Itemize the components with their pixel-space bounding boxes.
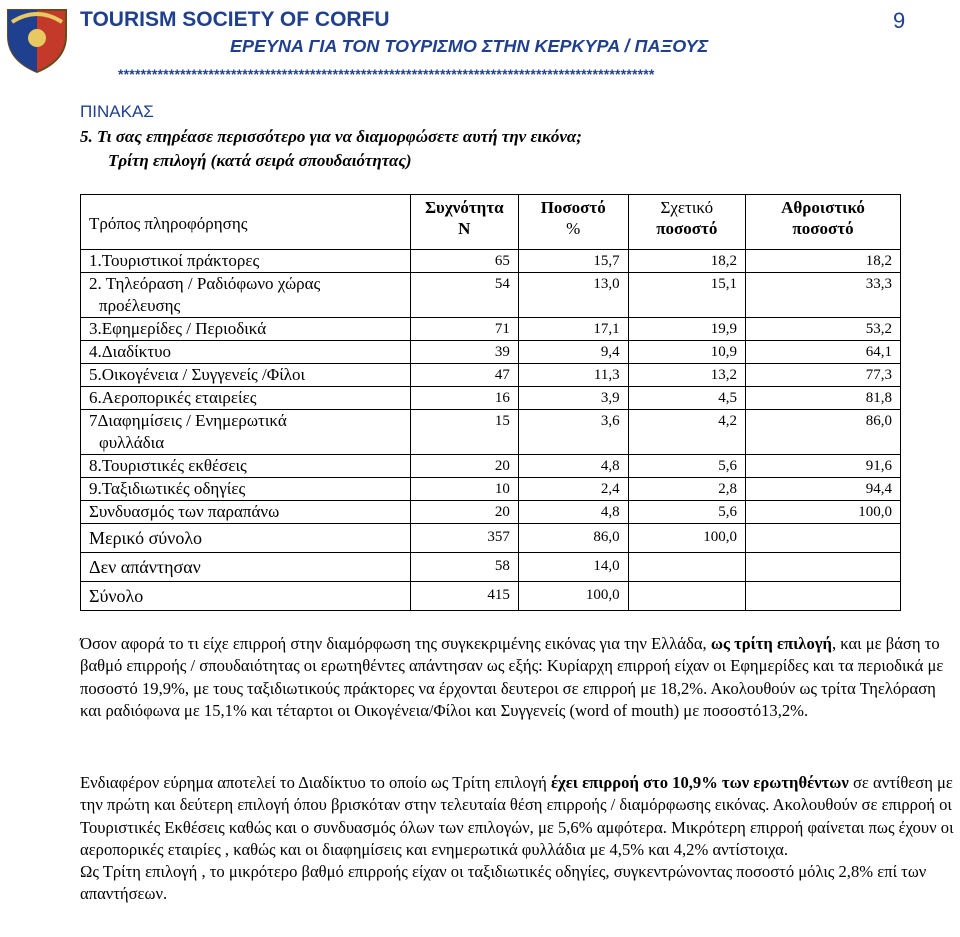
- table-row: [81, 387, 901, 410]
- cell-relative: 15,1: [628, 273, 745, 318]
- paragraph-2-text-c: Ως Τρίτη επιλογή , το μικρότερο βαθμό επιρροής είχαν οι ταξιδιωτικές οδηγίες, συγκεντρώνοντας ποσοστό μόλις 2,8% επί των απαντήσεων.: [80, 862, 927, 904]
- header-subtitle: ΕΡΕΥΝΑ ΓΙΑ ΤΟΝ ΤΟΥΡΙΣΜΟ ΣΤΗΝ ΚΕΡΚΥΡΑ / ΠΑΞΟΥΣ: [230, 36, 709, 56]
- header-frequency-line2: Ν: [458, 219, 471, 238]
- row-label: [81, 410, 411, 455]
- row-label: [81, 524, 411, 553]
- paragraph-2-bold: έχει επιρροή στο 10,9% των ερωτηθέντων: [550, 773, 849, 792]
- row-label-line1: 4.Διαδίκτυο: [89, 342, 172, 361]
- row-label: [81, 318, 411, 341]
- row-label-line1: 2. Τηλεόραση / Ραδιόφωνο χώρας: [89, 274, 321, 293]
- row-label: [81, 364, 411, 387]
- section-label: ΠΙΝΑΚΑΣ: [80, 102, 154, 121]
- cell-cumulative: 77,3: [746, 364, 901, 387]
- row-label-line1: 6.Αεροπορικές εταιρείες: [89, 388, 257, 407]
- header-cumulative: [746, 195, 901, 250]
- table-row: [81, 582, 901, 611]
- cell-relative: [628, 553, 745, 582]
- table-row: [81, 553, 901, 582]
- table-row: [81, 273, 901, 318]
- cell-cumulative: 81,8: [746, 387, 901, 410]
- cell-relative: 5,6: [628, 501, 745, 524]
- row-label-line1: Μερικό σύνολο: [89, 528, 203, 548]
- header-percent: [518, 195, 628, 250]
- cell-relative: 100,0: [628, 524, 745, 553]
- row-label-line1: 3.Εφημερίδες / Περιοδικά: [89, 319, 267, 338]
- results-table: [80, 194, 901, 611]
- cell-frequency: 415: [410, 582, 518, 611]
- table-row: [81, 410, 901, 455]
- cell-cumulative: [746, 582, 901, 611]
- paragraph-1-bold: ως τρίτη επιλογή: [710, 634, 832, 653]
- row-label-line1: Δεν απάντησαν: [89, 557, 201, 577]
- cell-percent: 13,0: [518, 273, 628, 318]
- paragraph-2: [80, 772, 960, 906]
- cell-percent: 4,8: [518, 455, 628, 478]
- cell-frequency: 58: [410, 553, 518, 582]
- row-label-line1: Συνδυασμός των παραπάνω: [89, 502, 280, 521]
- paragraph-1-text-b: , και με βάση το βαθμό επιρροής / σπουδαιότητας οι ερωτηθέντες απάντησαν ως εξής: Κυρίαρχη επιρροή είχαν οι Εφημερίδες και τα περιοδικά με ποσοστό 19,9%, με τους ταξιδιωτικούς πράκτορες να έρχονται δευτεροι σε επιρροή με 18,2%. Ακολουθούν ως τρίτα Τηελόραση και ραδιόφωνα με 15,1% και τέταρτοι οι Οικογένεια/Φίλοι και Συγγενείς (word of mouth) με ποσοστό13,2%.: [80, 634, 944, 720]
- cell-frequency: 20: [410, 501, 518, 524]
- cell-cumulative: 94,4: [746, 478, 901, 501]
- cell-percent: 3,9: [518, 387, 628, 410]
- row-label-line1: Σύνολο: [89, 586, 144, 606]
- header-relative-line1: Σχετικό: [660, 198, 714, 217]
- cell-relative: [628, 582, 745, 611]
- cell-frequency: 65: [410, 250, 518, 273]
- table-row: [81, 524, 901, 553]
- header-cumulative-line1: Αθροιστικό: [781, 198, 865, 217]
- row-label: [81, 250, 411, 273]
- row-label: [81, 478, 411, 501]
- cell-relative: 13,2: [628, 364, 745, 387]
- row-label: [81, 553, 411, 582]
- paragraph-1: [80, 633, 960, 722]
- header-source: Τρόπος πληροφόρησης: [81, 195, 411, 250]
- cell-frequency: 357: [410, 524, 518, 553]
- shield-logo-icon: [2, 2, 72, 74]
- cell-frequency: 20: [410, 455, 518, 478]
- row-label: [81, 273, 411, 318]
- header-separator: ***********************************************************************************************: [118, 66, 655, 82]
- table-row: [81, 318, 901, 341]
- cell-frequency: 54: [410, 273, 518, 318]
- cell-relative: 18,2: [628, 250, 745, 273]
- cell-relative: 2,8: [628, 478, 745, 501]
- header-percent-line2: %: [566, 219, 581, 238]
- row-label-line1: 9.Ταξιδιωτικές οδηγίες: [89, 479, 246, 498]
- cell-cumulative: 53,2: [746, 318, 901, 341]
- table-row: [81, 364, 901, 387]
- row-label: [81, 455, 411, 478]
- cell-relative: 10,9: [628, 341, 745, 364]
- cell-frequency: 71: [410, 318, 518, 341]
- paragraph-2-text-b: σε αντίθεση με την πρώτη και δεύτερη επιλογή όπου βρισκόταν στην τελευταία θέση επιρροής / διαμόρφωσης εικόνας. Ακολουθούν σε επιρροή οι Τουριστικές Εκθέσεις καθώς και ο συνδυασμός όλων των επιλογών, με 5,6% αμφότερα. Μικρότερη επιρροή φαίνεται πως έχουν οι αεροπορικές εταιρίες , καθώς και οι διαφημίσεις και ενημερωτικά φυλλάδια με 4,5% και 4,2% αντίστοιχα.: [80, 773, 954, 859]
- cell-cumulative: 18,2: [746, 250, 901, 273]
- header-percent-line1: Ποσοστό: [540, 198, 606, 217]
- row-label-line1: 7Διαφημίσεις / Ενημερωτικά: [89, 411, 287, 430]
- cell-percent: 9,4: [518, 341, 628, 364]
- cell-cumulative: [746, 553, 901, 582]
- cell-frequency: 47: [410, 364, 518, 387]
- cell-cumulative: [746, 524, 901, 553]
- paragraph-2-text-a: Ενδιαφέρον εύρημα αποτελεί το Διαδίκτυο το οποίο ως Τρίτη επιλογή: [80, 773, 551, 792]
- organization-title: TOURISM SOCIETY OF CORFU: [80, 8, 390, 31]
- row-label-line1: 8.Τουριστικές εκθέσεις: [89, 456, 247, 475]
- header-relative-line2: ποσοστό: [656, 219, 718, 238]
- cell-cumulative: 91,6: [746, 455, 901, 478]
- table-row: [81, 501, 901, 524]
- cell-cumulative: 100,0: [746, 501, 901, 524]
- cell-relative: 5,6: [628, 455, 745, 478]
- row-label: [81, 387, 411, 410]
- cell-percent: 86,0: [518, 524, 628, 553]
- header-relative: [628, 195, 745, 250]
- row-label-line1: 1.Τουριστικοί πράκτορες: [89, 251, 260, 270]
- cell-cumulative: 64,1: [746, 341, 901, 364]
- row-label: [81, 341, 411, 364]
- cell-cumulative: 86,0: [746, 410, 901, 455]
- cell-percent: 11,3: [518, 364, 628, 387]
- cell-percent: 17,1: [518, 318, 628, 341]
- cell-frequency: 15: [410, 410, 518, 455]
- cell-percent: 4,8: [518, 501, 628, 524]
- cell-relative: 19,9: [628, 318, 745, 341]
- cell-percent: 100,0: [518, 582, 628, 611]
- row-label: [81, 501, 411, 524]
- row-label: [81, 582, 411, 611]
- table-row: [81, 455, 901, 478]
- header-frequency: [410, 195, 518, 250]
- table-header-row: [81, 195, 901, 250]
- cell-relative: 4,5: [628, 387, 745, 410]
- header-frequency-line1: Συχνότητα: [424, 198, 504, 217]
- question-subtitle: Τρίτη επιλογή (κατά σειρά σπουδαιότητας): [108, 151, 412, 170]
- cell-percent: 2,4: [518, 478, 628, 501]
- cell-frequency: 10: [410, 478, 518, 501]
- cell-frequency: 16: [410, 387, 518, 410]
- cell-frequency: 39: [410, 341, 518, 364]
- row-label-line1: 5.Οικογένεια / Συγγενείς /Φίλοι: [89, 365, 306, 384]
- cell-percent: 14,0: [518, 553, 628, 582]
- table-row: [81, 250, 901, 273]
- table-row: [81, 341, 901, 364]
- table-row: [81, 478, 901, 501]
- header-cumulative-line2: ποσοστό: [792, 219, 854, 238]
- cell-relative: 4,2: [628, 410, 745, 455]
- question-title: 5. Τι σας επηρέασε περισσότερο για να διαμορφώσετε αυτή την εικόνα;: [80, 127, 582, 146]
- page-number: 9: [893, 8, 906, 33]
- row-label-line2: προέλευσης: [99, 296, 181, 315]
- row-label-line2: φυλλάδια: [99, 433, 165, 452]
- paragraph-1-text-a: Όσον αφορά το τι είχε επιρροή στην διαμόρφωση της συγκεκριμένης εικόνας για την Ελλάδα,: [80, 634, 711, 653]
- cell-percent: 15,7: [518, 250, 628, 273]
- cell-percent: 3,6: [518, 410, 628, 455]
- cell-cumulative: 33,3: [746, 273, 901, 318]
